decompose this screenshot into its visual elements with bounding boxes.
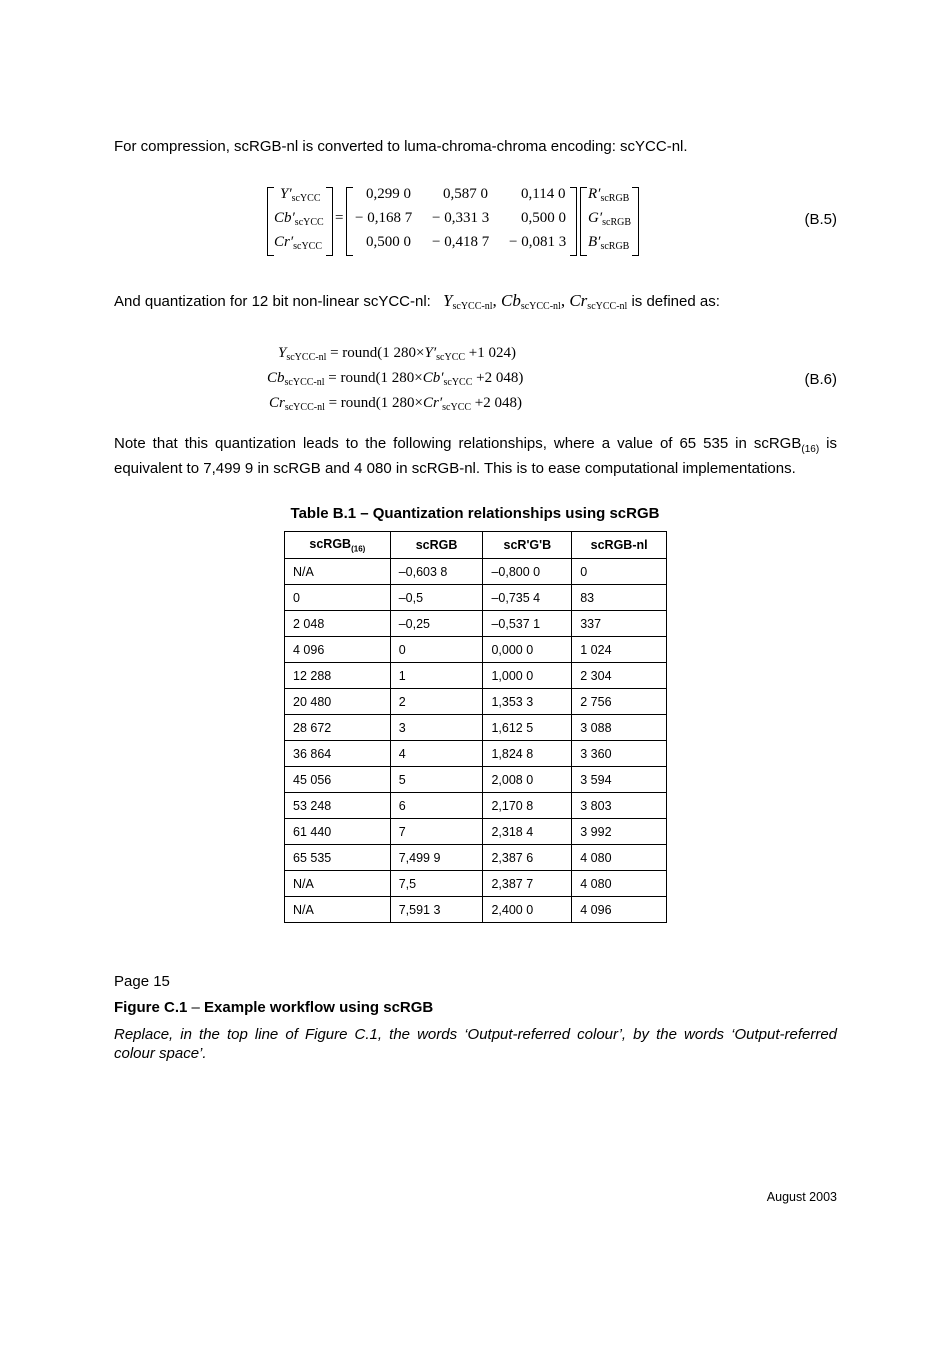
table-cell: 2,387 7 bbox=[483, 871, 572, 897]
table-row bbox=[285, 767, 667, 793]
table-cell: 4 080 bbox=[572, 871, 667, 897]
rhs-r: $R'_{scRGB}$ bbox=[588, 186, 630, 204]
rhs-g: $G'_{scRGB}$ bbox=[588, 210, 632, 228]
table-cell: 45 056 bbox=[285, 767, 391, 793]
table-cell: N/A bbox=[285, 559, 391, 585]
table-cell: 5 bbox=[390, 767, 483, 793]
table-cell: 3 bbox=[390, 715, 483, 741]
table-cell: 7,5 bbox=[390, 871, 483, 897]
table-row bbox=[285, 897, 667, 923]
table-row bbox=[285, 585, 667, 611]
table-cell: –0,800 0 bbox=[483, 559, 572, 585]
table-row bbox=[285, 611, 667, 637]
note-paragraph: Note that this quantization leads to the following relationships, where a value of 65 535 in scRGB$_{(16)}$ is equivalent to 7,499 9 in scRGB and 4 080 in scRGB-nl. This is to ease computational implementations. bbox=[114, 435, 837, 477]
table-cell: 6 bbox=[390, 793, 483, 819]
table-cell: –0,603 8 bbox=[390, 559, 483, 585]
table-cell: 7 bbox=[390, 819, 483, 845]
table-cell: 1,353 3 bbox=[483, 689, 572, 715]
lhs-cb: $Cb'_{scYCC}$ bbox=[274, 210, 324, 228]
replace-instruction: Replace, in the top line of Figure C.1, the words ‘Output-referred colour’, by the words ‘Output-referred colour space’. bbox=[114, 1026, 837, 1062]
table-cell: 2,400 0 bbox=[483, 897, 572, 923]
table-cell: 2,318 4 bbox=[483, 819, 572, 845]
table-cell: –0,5 bbox=[390, 585, 483, 611]
header-cell: scRGB bbox=[390, 532, 483, 559]
lhs-cr: $Cr'_{scYCC}$ bbox=[274, 234, 323, 252]
matrix-cell: − 0,168 7 bbox=[355, 210, 413, 226]
equation-label-b6: (B.6) bbox=[804, 371, 837, 388]
table-cell: 4 080 bbox=[572, 845, 667, 871]
table-cell: 7,591 3 bbox=[390, 897, 483, 923]
table-cell: 65 535 bbox=[285, 845, 391, 871]
table-cell: 3 594 bbox=[572, 767, 667, 793]
table-cell: 3 803 bbox=[572, 793, 667, 819]
table-row bbox=[285, 845, 667, 871]
table-cell: 1,000 0 bbox=[483, 663, 572, 689]
figure-heading: Figure C.1 – Example workflow using scRGB bbox=[114, 999, 434, 1016]
table-cell: –0,25 bbox=[390, 611, 483, 637]
table-cell: 4 096 bbox=[285, 637, 391, 663]
table-cell: 1,612 5 bbox=[483, 715, 572, 741]
table-cell: 61 440 bbox=[285, 819, 391, 845]
table-cell: 1 bbox=[390, 663, 483, 689]
table-row bbox=[285, 741, 667, 767]
table-header-row bbox=[285, 532, 667, 559]
lhs-y: $Y'_{scYCC}$ bbox=[280, 186, 321, 204]
table-cell: 2 304 bbox=[572, 663, 667, 689]
table-cell: 53 248 bbox=[285, 793, 391, 819]
rhs-right-bracket bbox=[632, 187, 639, 256]
header-cell: scRGB$_{(16)}$ bbox=[285, 532, 391, 559]
header-cell: scR'G'B bbox=[483, 532, 572, 559]
lhs-left-bracket bbox=[267, 187, 274, 256]
matrix-cell: 0,500 0 bbox=[521, 210, 566, 226]
matrix-cell: 0,299 0 bbox=[366, 186, 411, 202]
matrix-cell: 0,114 0 bbox=[521, 186, 566, 202]
table-caption: Table B.1 – Quantization relationships using scRGB bbox=[290, 505, 660, 522]
matrix-cell: − 0,331 3 bbox=[432, 210, 490, 226]
matrix-cell: 0,587 0 bbox=[443, 186, 488, 202]
table-cell: 0 bbox=[572, 559, 667, 585]
table-cell: 2 048 bbox=[285, 611, 391, 637]
table-cell: N/A bbox=[285, 897, 391, 923]
quant-row-cr: $Cr_{scYCC-nl}$ = round(1 $280\times Cr'_{scYCC} +2$ 048) bbox=[269, 395, 523, 413]
matrix-left-bracket bbox=[346, 187, 353, 256]
equals-sign: = bbox=[335, 210, 344, 226]
table-cell: 1,824 8 bbox=[483, 741, 572, 767]
table-row bbox=[285, 871, 667, 897]
header-cell: scRGB-nl bbox=[572, 532, 667, 559]
table-cell: 0,000 0 bbox=[483, 637, 572, 663]
table-cell: 4 096 bbox=[572, 897, 667, 923]
table-row bbox=[285, 715, 667, 741]
matrix-right-bracket bbox=[570, 187, 577, 256]
table-cell: 2 756 bbox=[572, 689, 667, 715]
table-row bbox=[285, 559, 667, 585]
rhs-b: $B'_{scRGB}$ bbox=[588, 234, 630, 252]
table-cell: 0 bbox=[285, 585, 391, 611]
footer-date: August 2003 bbox=[766, 1190, 837, 1204]
lhs-right-bracket bbox=[326, 187, 333, 256]
table-row bbox=[285, 819, 667, 845]
table-row bbox=[285, 689, 667, 715]
table-row bbox=[285, 637, 667, 663]
table-cell: 3 360 bbox=[572, 741, 667, 767]
table-cell: 3 088 bbox=[572, 715, 667, 741]
table-cell: 337 bbox=[572, 611, 667, 637]
table-cell: 3 992 bbox=[572, 819, 667, 845]
table-cell: N/A bbox=[285, 871, 391, 897]
rhs-left-bracket bbox=[580, 187, 587, 256]
quant-row-y: $Y_{scYCC-nl}$ = round(1 $280\times Y'_{scYCC} +1$ 024) bbox=[278, 345, 517, 363]
table-cell: –0,537 1 bbox=[483, 611, 572, 637]
table-cell: 83 bbox=[572, 585, 667, 611]
quant-intro: And quantization for 12 bit non-linear scYCC-nl: $Y_{scYCC-nl}$, $Cb_{scYCC-nl}$, $Cr_{scYCC-nl}$ is defined as: bbox=[114, 291, 720, 312]
matrix-cell: − 0,081 3 bbox=[509, 234, 567, 250]
table-cell: 1 024 bbox=[572, 637, 667, 663]
intro-paragraph: For compression, scRGB-nl is converted to luma-chroma-chroma encoding: scYCC-nl. bbox=[114, 138, 688, 155]
matrix-cell: 0,500 0 bbox=[366, 234, 411, 250]
table-cell: –0,735 4 bbox=[483, 585, 572, 611]
table-row bbox=[285, 663, 667, 689]
equation-label-b5: (B.5) bbox=[804, 211, 837, 228]
table-cell: 7,499 9 bbox=[390, 845, 483, 871]
matrix-cell: − 0,418 7 bbox=[432, 234, 490, 250]
table-cell: 0 bbox=[390, 637, 483, 663]
table-row bbox=[285, 793, 667, 819]
table-cell: 2,387 6 bbox=[483, 845, 572, 871]
table-cell: 36 864 bbox=[285, 741, 391, 767]
table-cell: 4 bbox=[390, 741, 483, 767]
table-cell: 28 672 bbox=[285, 715, 391, 741]
table-cell: 20 480 bbox=[285, 689, 391, 715]
table-cell: 12 288 bbox=[285, 663, 391, 689]
table-cell: 2,008 0 bbox=[483, 767, 572, 793]
page-reference: Page 15 bbox=[114, 973, 170, 990]
quant-row-cb: $Cb_{scYCC-nl}$ = round(1 $280\times Cb'_{scYCC} +2$ 048) bbox=[267, 370, 524, 388]
table-cell: 2 bbox=[390, 689, 483, 715]
quantization-table bbox=[284, 531, 667, 923]
table-cell: 2,170 8 bbox=[483, 793, 572, 819]
